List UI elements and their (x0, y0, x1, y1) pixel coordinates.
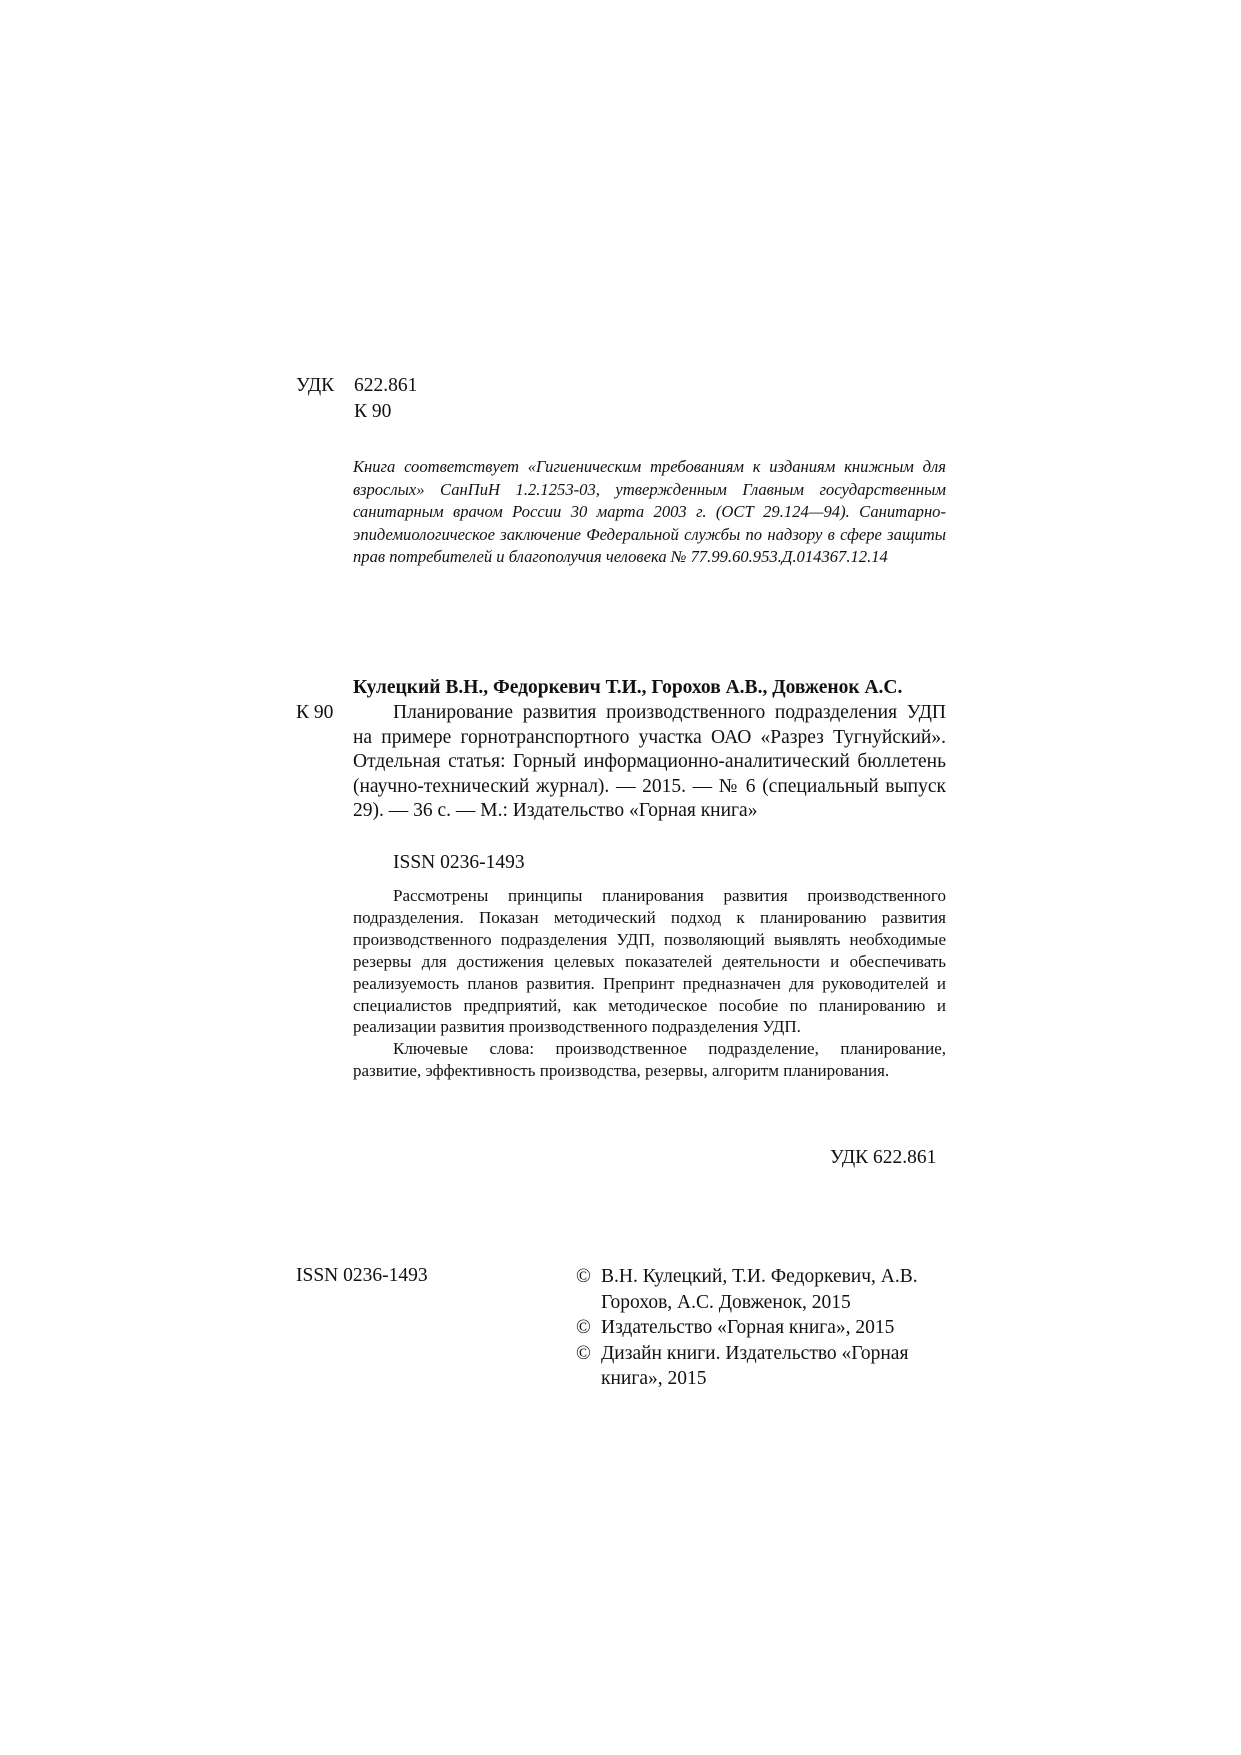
udk-bottom: УДК 622.861 (830, 1147, 937, 1168)
biblio-catalog-code: К 90 (296, 702, 334, 723)
abstract (353, 885, 946, 1082)
udk-code: 622.861 (354, 375, 418, 396)
biblio-issn: ISSN 0236-1493 (393, 852, 525, 873)
copyright-text: Издательство «Горная книга», 2015 (601, 1317, 895, 1338)
authors: Кулецкий В.Н., Федоркевич Т.И., Горохов А.В., Довженок А.С. (353, 677, 903, 698)
copyright-design (576, 1341, 956, 1392)
footer-issn: ISSN 0236-1493 (296, 1265, 428, 1286)
abstract-text: Рассмотрены принципы планирования развития производственного подразделения. Показан методический подход к планированию развития производственного подразделения УДП, позволяющий выявлять необходимые резервы для достижения целевых показателей деятельности и обеспечивать реализуемость планов развития. Препринт предназначен для руководителей и специалистов предприятий, как методическое пособие по планированию и реализации развития производственного подразделения УДП. (353, 886, 946, 1037)
copyright-text: В.Н. Кулецкий, Т.И. Федоркевич, А.В. Горохов, А.С. Довженок, 2015 (601, 1266, 918, 1313)
copyright-text: Дизайн книги. Издательство «Горная книга», 2015 (601, 1342, 909, 1389)
udk-header (296, 373, 417, 425)
copyright-block (576, 1264, 956, 1392)
copyright-symbol: © (576, 1317, 591, 1338)
copyright-symbol: © (576, 1342, 591, 1364)
biblio-description: Планирование развития производственного подразделения УДП на примере горнотранспортного участка ОАО «Разрез Тугнуйский». Отдельная статья: Горный информационно-аналитический бюллетень (научно-технический журнал). — 2015. — № 6 (специальный выпуск 29). — 36 с. — М.: Издательство «Горная книга» (353, 702, 946, 822)
copyright-symbol: © (576, 1266, 591, 1287)
udk-label: УДК (296, 375, 335, 396)
sanitary-notice: Книга соответствует «Гигиеническим требованиям к изданиям книжным для взрослых» СанПиН 1.2.1253-03, утвержденным Главным государственным санитарным врачом России 30 марта 2003 г. (ОСТ 29.124—94). Санитарно-эпидемиологическое заключение Федеральной службы по надзору в сфере защиты прав потребителей и благополучия человека № 77.99.60.953.Д.014367.12.14 (353, 457, 946, 567)
keywords: Ключевые слова: производственное подразделение, планирование, развитие, эффективность производства, резервы, алгоритм планирования. (353, 1039, 946, 1081)
copyright-authors (576, 1264, 956, 1315)
catalog-index: К 90 (354, 401, 392, 422)
copyright-publisher (576, 1315, 956, 1341)
